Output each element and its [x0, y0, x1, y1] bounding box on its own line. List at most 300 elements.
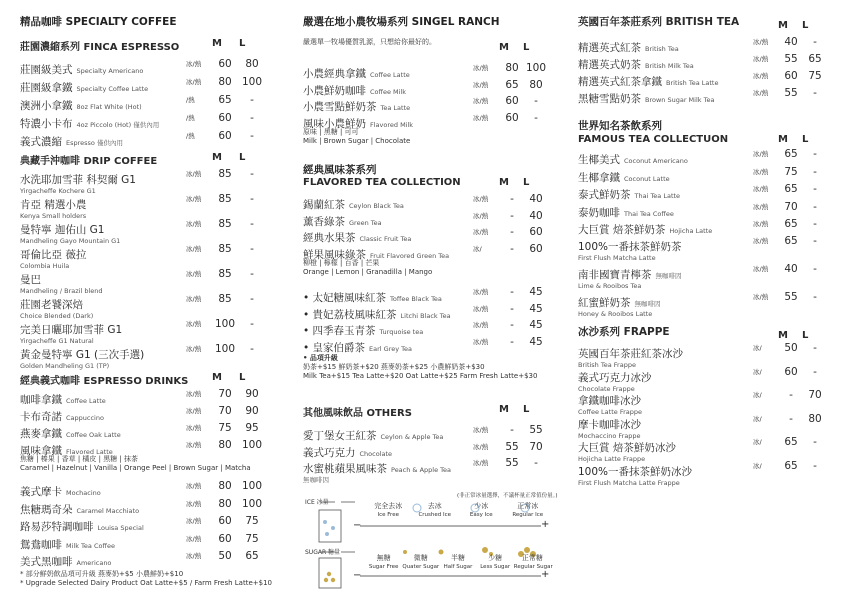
item-name-en: Colombia Huila: [20, 262, 70, 270]
british-title: 英國百年茶莊系列 BRITISH TEA: [578, 16, 740, 28]
item-name: 100%一番抹茶鮮奶冰沙: [578, 465, 693, 478]
price-m: 55: [784, 53, 798, 65]
item-name: 精選英式奶茶: [578, 59, 641, 71]
price-m: 80: [218, 497, 232, 510]
item-name-en: Tea Latte: [380, 104, 411, 112]
price-m: 80: [218, 439, 232, 451]
item-name: 100%一番抹茶鮮奶茶: [578, 241, 682, 253]
price-l: 80: [808, 412, 822, 425]
temp-tag: 冰/: [753, 391, 762, 399]
price-l: 60: [529, 242, 543, 255]
temp-tag: 冰/熱: [753, 55, 769, 63]
price-m: 75: [218, 422, 232, 434]
temp-tag: 冰/熱: [186, 170, 202, 178]
espresso-flavors: [20, 455, 251, 473]
price-m: 60: [505, 95, 519, 107]
price-m: 85: [218, 293, 232, 305]
price-m: -: [510, 242, 514, 255]
menu-item: [303, 79, 565, 96]
legend-option: [439, 554, 476, 572]
item-name: 精選英式紅茶拿鐵: [578, 76, 662, 88]
flavored-tea-title-zh: 經典風味茶系列: [303, 164, 377, 176]
menu-item: [20, 550, 282, 568]
menu-item: [20, 193, 282, 218]
price-m: 60: [505, 111, 519, 124]
option-en: Less Sugar: [480, 564, 511, 570]
size-m-label: M: [212, 372, 222, 383]
famous-list-2: [578, 235, 833, 319]
price-l: 40: [529, 193, 543, 205]
item-name-en: Classic Fruit Tea: [359, 235, 412, 243]
temp-tag: 冰/熱: [473, 426, 489, 434]
price-l: -: [813, 148, 817, 160]
temp-tag: /熱: [186, 114, 195, 122]
menu-item: [20, 268, 282, 293]
item-name: 小農鮮奶咖啡: [303, 84, 366, 97]
price-l: -: [813, 365, 817, 378]
price-m: 50: [218, 550, 232, 562]
price-m: -: [510, 209, 514, 222]
item-name: 泰奶咖啡: [578, 206, 620, 219]
flavored-tea-title-en: FLAVORED TEA COLLECTION: [303, 177, 461, 188]
menu-item: [578, 389, 833, 416]
temp-tag: 冰/熱: [753, 220, 769, 228]
tea-flavors-en: Orange | Lemon | Granadilla | Mango: [303, 268, 433, 276]
option-zh: 半糖: [450, 554, 465, 562]
item-name: 南非國寶青檸茶: [578, 269, 652, 281]
famous-title-en: FAMOUS TEA COLLECTUON: [578, 134, 729, 145]
item-name-en: Honey & Rooibos Latte: [578, 310, 653, 318]
ice-sugar-legend: [305, 492, 558, 592]
price-m: -: [789, 412, 793, 425]
famous-list: [578, 148, 833, 236]
price-l: 45: [529, 286, 543, 298]
item-name: 水洗耶加雪菲 科契爾 G1: [20, 174, 136, 186]
item-name: 莊園級拿鐵: [20, 82, 73, 94]
item-name-en: Mochacino: [66, 489, 101, 497]
item-name-en: British Tea Frappe: [578, 361, 636, 369]
menu-item: [20, 422, 282, 439]
menu-item: [303, 226, 565, 243]
flavored-tea-header: [303, 162, 565, 191]
price-m: 65: [784, 218, 798, 230]
drip-list: [20, 168, 282, 368]
item-name-en: Coffee Oak Latte: [66, 431, 121, 439]
item-name: 小農經典拿鐵: [303, 68, 366, 80]
menu-item: [20, 130, 282, 148]
temp-tag: 冰/熱: [473, 80, 489, 89]
item-name: 經典水果茶: [303, 232, 356, 244]
temp-tag: 冰/: [753, 461, 762, 470]
item-name-en: Cappuccino: [66, 414, 104, 422]
price-l: 45: [529, 319, 543, 331]
item-name: 美式黑咖啡: [20, 556, 73, 568]
item-name: 水蜜桃蘋果風味茶: [303, 463, 387, 475]
legend-option: [365, 502, 412, 520]
price-m: 60: [218, 112, 232, 124]
price-m: 85: [218, 268, 232, 280]
item-name-en: Peach & Apple Tea: [391, 466, 451, 474]
price-m: 85: [218, 218, 232, 230]
price-m: 50: [784, 342, 798, 354]
price-m: 40: [784, 36, 798, 48]
temp-tag: 冰/熱: [186, 345, 202, 353]
size-m-label: M: [499, 42, 509, 53]
item-name: 風味小農鮮奶: [303, 117, 366, 130]
item-name-en: Chocolate: [359, 449, 393, 458]
option-en: Crushed Ice: [418, 512, 452, 518]
menu-item: [20, 439, 282, 456]
size-m-label: M: [778, 20, 788, 31]
item-name-en: Coffee Latte: [370, 71, 410, 79]
price-l: -: [250, 343, 254, 355]
item-name: 鴛鴦咖啡: [20, 538, 62, 551]
item-name-en: Coconut Latte: [624, 174, 670, 183]
temp-tag: 冰/: [753, 344, 762, 352]
item-name: • 四季春玉青茶: [303, 325, 376, 337]
price-m: 75: [784, 165, 798, 178]
temp-tag: 冰/熱: [473, 195, 489, 203]
item-name: 鮮果風味綠茶: [303, 248, 366, 261]
item-name-en: Golden Mandheling G1 (TP): [20, 362, 110, 370]
item-name-en: Litchi Black Tea: [400, 311, 451, 320]
item-name-en: Hojicha Latte Frappe: [578, 455, 646, 463]
price-m: 65: [505, 78, 519, 91]
temp-tag: 冰/: [753, 367, 762, 376]
tea-upgrade-zh: 奶茶+$15 鮮奶茶+$20 燕麥奶茶+$25 小農鮮奶茶+$30: [303, 363, 485, 371]
size-l-label: L: [802, 330, 809, 341]
price-l: -: [250, 168, 254, 180]
temp-tag: 冰/熱: [186, 295, 202, 303]
price-l: -: [250, 94, 254, 106]
price-l: 70: [529, 440, 543, 453]
price-l: -: [813, 436, 817, 448]
temp-tag: 冰/熱: [473, 64, 489, 72]
item-name-en: Americano: [76, 559, 112, 567]
price-m: 85: [218, 193, 232, 205]
item-name: 愛丁堡女王紅茶: [303, 430, 377, 442]
menu-item: [20, 515, 282, 533]
item-name: • 太妃糖風味紅茶: [303, 292, 387, 304]
price-m: -: [510, 424, 514, 436]
size-l-label: L: [802, 134, 809, 145]
temp-tag: 冰/熱: [753, 202, 769, 211]
temp-tag: 冰/熱: [753, 293, 769, 301]
temp-tag: 冰/熱: [186, 482, 202, 490]
finca-title: 莊園濃縮系列 FINCA ESPRESSO: [20, 42, 180, 53]
item-name: 義式巧克力: [303, 446, 356, 459]
temp-tag: /熱: [186, 96, 195, 104]
item-note: 無咖啡因: [655, 272, 682, 280]
price-l: 100: [241, 480, 263, 492]
size-l-label: L: [239, 372, 246, 383]
price-l: 80: [245, 58, 259, 70]
frappe-header: [578, 324, 833, 341]
menu-item: [303, 95, 565, 112]
size-m-label: M: [499, 404, 509, 415]
option-zh: 少糖: [488, 554, 503, 562]
menu-item: [578, 218, 833, 236]
item-note: 無咖啡因: [303, 476, 329, 484]
item-name-en: Mandheling / Brazil blend: [20, 287, 103, 295]
item-name-en: Coconut Americano: [624, 157, 688, 165]
minus-icon: −: [353, 570, 362, 581]
price-l: 55: [529, 424, 543, 436]
item-name: 錫蘭紅茶: [303, 199, 345, 211]
price-l: 100: [525, 62, 547, 74]
menu-item: [303, 424, 565, 441]
price-m: 80: [218, 76, 232, 88]
price-l: -: [250, 130, 254, 142]
option-zh: 去冰: [427, 502, 442, 510]
price-l: -: [250, 243, 254, 255]
item-name: 咖啡拿鐵: [20, 394, 62, 406]
option-en: Regular Ice: [512, 512, 544, 518]
item-name-en: 4oz Piccolo (Hot) 僅供內用: [76, 121, 160, 129]
price-m: 60: [784, 70, 798, 82]
price-l: 95: [245, 422, 259, 434]
menu-item: [578, 263, 833, 291]
legend-option: [514, 554, 551, 572]
price-l: -: [813, 342, 817, 354]
temp-tag: 冰/熱: [186, 60, 202, 68]
option-zh: 完全去冰: [374, 502, 403, 510]
price-l: -: [813, 218, 817, 230]
item-name: 大巨賞 焙茶鮮奶冰沙: [578, 442, 676, 454]
british-header: [578, 14, 833, 31]
temp-tag: 冰/熱: [753, 237, 769, 245]
menu-item: [578, 291, 833, 319]
temp-tag: 冰/熱: [186, 390, 202, 398]
item-name-en: First Flush Matcha Latte Frappe: [578, 478, 680, 487]
menu-item: [578, 148, 833, 166]
item-name-en: Caramel Macchiato: [76, 506, 140, 515]
item-name: 曼巴: [20, 274, 41, 286]
singel-list: [303, 62, 565, 128]
price-m: -: [510, 335, 514, 348]
price-l: 45: [529, 302, 543, 315]
upgrade-note-zh: * 部分鮮奶飲品項可升級 燕麥奶+$5 小農鮮奶+$10: [20, 570, 184, 578]
tea-upgrade-title: • 品項升級: [303, 354, 338, 362]
price-l: 75: [245, 532, 259, 545]
temp-tag: 冰/熱: [186, 270, 202, 278]
temp-tag: 冰/熱: [186, 245, 202, 253]
menu-item: [578, 166, 833, 184]
price-l: 60: [529, 226, 543, 238]
option-en: Ice Free: [377, 512, 399, 518]
option-en: Regular Sugar: [513, 564, 553, 570]
tea-upgrade: [303, 354, 537, 381]
item-name: 生椰美式: [578, 154, 620, 166]
item-name: 黑糖雪點奶茶: [578, 93, 641, 105]
size-m-label: M: [212, 38, 222, 49]
price-m: 65: [784, 436, 798, 448]
menu-item: [303, 457, 565, 484]
flavors-en: Caramel | Hazelnut | Vanilla | Orange Peel | Brown Sugar | Matcha: [20, 464, 251, 472]
temp-tag: 冰/熱: [186, 320, 202, 328]
temp-tag: 冰/熱: [186, 424, 202, 432]
menu-item: [20, 533, 282, 551]
price-l: -: [534, 111, 538, 124]
price-l: -: [813, 459, 817, 472]
menu-item: [303, 319, 565, 336]
temp-tag: 冰/熱: [753, 38, 769, 46]
upgrade-note: [20, 570, 272, 588]
temp-tag: 冰/熱: [473, 459, 489, 467]
item-name-en: Ceylon Black Tea: [349, 202, 404, 210]
menu-item: [20, 218, 282, 243]
option-zh: 少冰: [474, 502, 489, 510]
price-l: -: [250, 193, 254, 205]
price-m: 80: [218, 480, 232, 492]
others-title: 其他風味飲品 OTHERS: [303, 408, 412, 419]
price-l: -: [813, 235, 817, 247]
menu-item: [578, 201, 833, 219]
item-name: 薰香綠茶: [303, 215, 345, 228]
item-name-en: Coffee Milk: [370, 87, 407, 96]
price-l: -: [250, 218, 254, 230]
legend-option: [412, 502, 459, 520]
price-l: 75: [808, 70, 822, 82]
temp-tag: 冰/熱: [473, 304, 489, 313]
menu-item: [20, 480, 282, 498]
item-name-en: Brown Sugar Milk Tea: [645, 96, 715, 104]
item-name-en: Mochaccino Frappe: [578, 431, 641, 440]
item-name-en: Green Tea: [349, 218, 382, 227]
size-l-label: L: [523, 42, 530, 53]
price-m: 100: [214, 343, 236, 355]
price-l: 90: [245, 388, 259, 400]
menu-item: [20, 343, 282, 368]
item-name: 哥倫比亞 薇拉: [20, 249, 87, 261]
temp-tag: 冰/熱: [186, 407, 202, 415]
temp-tag: 冰/熱: [753, 185, 769, 193]
famous-header: [578, 118, 833, 148]
price-m: 70: [784, 200, 798, 213]
singel-desc: 嚴選單一牧場優質乳源，只想給你最好的。: [303, 38, 436, 46]
temp-tag: 冰/熱: [473, 211, 489, 220]
size-l-label: L: [523, 404, 530, 415]
menu-item: [303, 286, 565, 303]
size-m-label: M: [778, 330, 788, 341]
item-name-en: Choice Blended (Dark): [20, 312, 94, 320]
price-m: 65: [784, 235, 798, 247]
flavors-zh: 焦糖 | 榛果 | 香草 | 橘皮 | 黑糖 | 抹茶: [20, 455, 139, 463]
item-name: 生椰拿鐵: [578, 171, 620, 184]
item-name-en: Louisa Special: [97, 524, 144, 532]
espresso-title: 經典義式咖啡 ESPRESSO DRINKS: [20, 376, 189, 387]
size-m-label: M: [778, 134, 788, 145]
item-name-en: Yirgacheffe G1 Natural: [20, 337, 94, 345]
item-name-en: 8oz Flat White (Hot): [76, 103, 142, 111]
temp-tag: 冰/熱: [473, 97, 489, 105]
item-name: 義式摩卡: [20, 486, 62, 498]
temp-tag: 冰/熱: [753, 167, 769, 176]
item-name-en: British Tea: [645, 45, 679, 53]
item-name-en: Chocolate Frappe: [578, 384, 635, 393]
item-name-en: Hojicha Latte: [669, 227, 713, 235]
item-name: 拿鐵咖啡冰沙: [578, 395, 641, 407]
item-name: 完美日曬耶加雪菲 G1: [20, 324, 123, 336]
item-name-en: Specialty Coffee Latte: [76, 85, 149, 93]
item-name-en: British Milk Tea: [645, 62, 694, 70]
item-name-en: Flavored Milk: [370, 120, 414, 129]
temp-tag: 冰/熱: [473, 113, 489, 122]
item-name-en: Flavored Latte: [66, 448, 113, 456]
plus-icon: +: [541, 569, 550, 580]
price-m: -: [510, 319, 514, 331]
item-name-en: Milk Tea Coffee: [66, 541, 115, 550]
temp-tag: 冰/熱: [473, 321, 489, 329]
item-name-en: Coffee Latte Frappe: [578, 408, 642, 416]
temp-tag: 冰/熱: [473, 288, 489, 296]
temp-tag: 冰/熱: [473, 228, 489, 236]
price-l: 100: [241, 497, 263, 510]
menu-item: [303, 441, 565, 458]
item-name-en: Ceylon & Apple Tea: [380, 433, 444, 441]
price-l: -: [813, 291, 817, 303]
temp-tag: 冰/熱: [473, 442, 489, 451]
singel-flavors: [303, 128, 410, 146]
item-name: 卡布奇諾: [20, 411, 62, 423]
finca-header: [20, 38, 282, 52]
item-name: 小農雪點鮮奶茶: [303, 101, 377, 113]
espresso-list: [20, 388, 282, 456]
price-m: -: [510, 193, 514, 205]
item-name: 燕麥拿鐵: [20, 428, 62, 440]
item-name: • 皇家伯爵茶: [303, 341, 366, 354]
menu-item: [20, 112, 282, 130]
price-l: -: [250, 268, 254, 280]
price-l: 70: [808, 389, 822, 401]
price-l: -: [813, 87, 817, 99]
menu-item: [578, 70, 833, 87]
price-l: -: [813, 183, 817, 195]
temp-tag: 冰/熱: [753, 265, 769, 273]
price-m: 55: [784, 87, 798, 99]
upgrade-note-en: * Upgrade Selected Dairy Product Oat Latte+$5 / Farm Fresh Latte+$10: [20, 579, 272, 587]
size-l-label: L: [239, 38, 246, 49]
item-name-en: Fruit Flavored Green Tea: [370, 251, 450, 260]
price-l: 100: [241, 439, 263, 451]
price-l: -: [813, 36, 817, 48]
menu-item: [20, 94, 282, 112]
menu-item: [578, 87, 833, 104]
item-name-en: British Tea Latte: [666, 79, 719, 87]
item-name: 英國百年茶莊紅茶冰沙: [578, 348, 683, 360]
menu-item: [20, 76, 282, 94]
option-zh: 微糖: [413, 554, 428, 562]
espresso-list-2: [20, 480, 282, 568]
ice-label: ICE 冰量: [305, 499, 329, 506]
price-l: -: [534, 95, 538, 107]
singel-header: [303, 38, 565, 52]
sugar-label: SUGAR 糖量: [305, 549, 341, 556]
tea-flavors: [303, 259, 432, 277]
finca-list: [20, 58, 282, 148]
option-en: Quater Sugar: [402, 564, 440, 570]
price-m: -: [510, 286, 514, 298]
price-l: -: [250, 318, 254, 330]
price-m: 60: [784, 365, 798, 378]
tea-flavors-zh: 柳橙 | 檸檬 | 百香 | 芒果: [303, 259, 380, 267]
menu-item: [303, 193, 565, 210]
price-m: 85: [218, 168, 232, 180]
item-name-en: Specialty Americano: [76, 67, 144, 75]
temp-tag: 冰/熱: [753, 89, 769, 97]
item-name-en: Thai Tea Coffee: [624, 209, 674, 218]
famous-title-zh: 世界知名茶飲系列: [578, 120, 662, 132]
